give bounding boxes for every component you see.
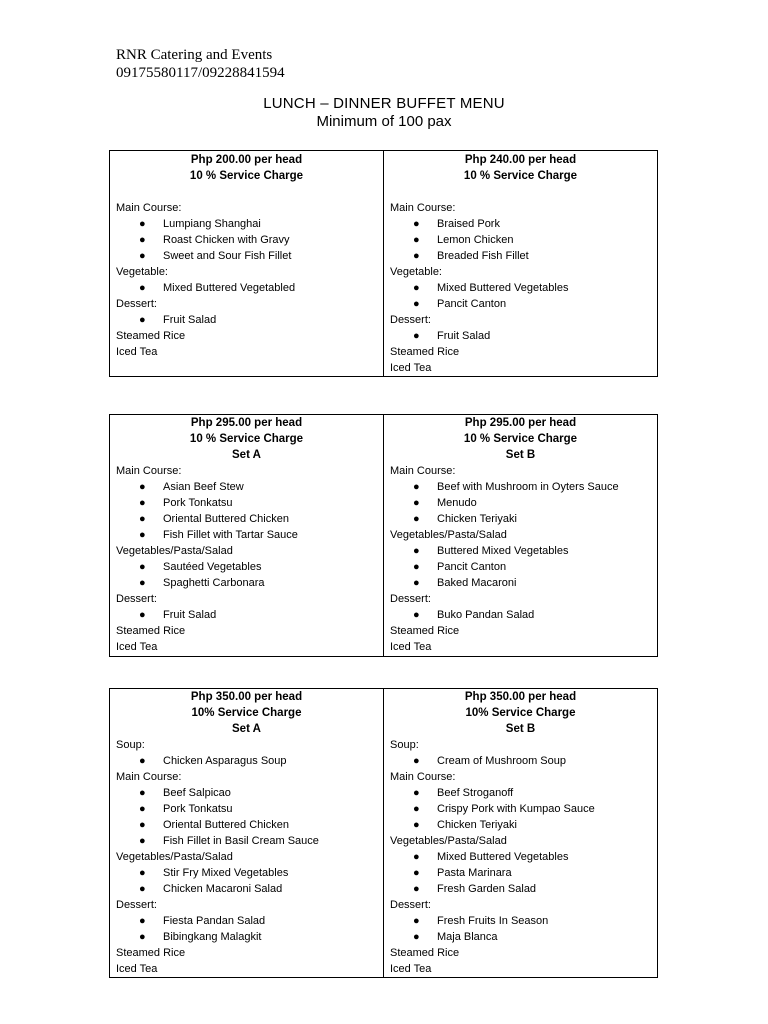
menu-item-text: Beef with Mushroom in Oyters Sauce: [437, 481, 619, 493]
menu-item: [390, 543, 651, 559]
menu-item-text: Stir Fry Mixed Vegetables: [163, 867, 289, 879]
section-label: Steamed Rice: [116, 947, 186, 959]
package-cell-left: [110, 151, 383, 376]
bullet-icon: ●: [139, 234, 146, 246]
package-header-line: 10 % Service Charge: [189, 433, 304, 445]
menu-item-text: Pasta Marinara: [437, 867, 512, 879]
menu-item: [116, 785, 377, 801]
bullet-icon: ●: [413, 250, 420, 262]
menu-item: [390, 753, 651, 769]
menu-item: [390, 575, 651, 591]
bullet-icon: ●: [413, 234, 420, 246]
menu-item-text: Cream of Mushroom Soup: [437, 755, 566, 767]
bullet-icon: ●: [413, 851, 420, 863]
spacer: [390, 184, 651, 200]
bullet-icon: ●: [413, 577, 420, 589]
menu-item: [390, 495, 651, 511]
menu-item-text: Chicken Macaroni Salad: [163, 883, 283, 895]
menu-item-text: Chicken Teriyaki: [437, 819, 517, 831]
bullet-icon: ●: [139, 819, 146, 831]
bullet-icon: ●: [139, 931, 146, 943]
bullet-icon: ●: [139, 915, 146, 927]
menu-item-text: Asian Beef Stew: [163, 481, 244, 493]
menu-item-text: Oriental Buttered Chicken: [163, 819, 289, 831]
section-label: Vegetables/Pasta/Salad: [116, 545, 233, 557]
section-label: Iced Tea: [116, 346, 158, 358]
contact-numbers: 09175580117/09228841594: [116, 65, 285, 81]
bullet-icon: ●: [413, 867, 420, 879]
menu-item: [116, 753, 377, 769]
section-label: Soup:: [116, 739, 145, 751]
menu-item: [116, 607, 377, 623]
package-header-line: Set B: [505, 723, 536, 735]
menu-item-text: Braised Pork: [437, 218, 500, 230]
menu-item: [116, 801, 377, 817]
package-header-line: Set A: [232, 449, 261, 461]
menu-item: [390, 248, 651, 264]
menu-item-text: Crispy Pork with Kumpao Sauce: [437, 803, 595, 815]
menu-item-text: Buko Pandan Salad: [437, 609, 535, 621]
menu-item: [116, 575, 377, 591]
menu-item-text: Spaghetti Carbonara: [163, 577, 265, 589]
section-label: Iced Tea: [116, 963, 158, 975]
menu-item-text: Fiesta Pandan Salad: [163, 915, 266, 927]
menu-item: [116, 495, 377, 511]
menu-item: [390, 216, 651, 232]
menu-item-text: Fresh Fruits In Season: [437, 915, 549, 927]
menu-item: [390, 785, 651, 801]
menu-item-text: Sautéed Vegetables: [163, 561, 262, 573]
menu-item: [390, 913, 651, 929]
package-header-line: Php 295.00 per head: [190, 417, 303, 429]
package-header-line: Php 240.00 per head: [464, 154, 577, 166]
menu-item: [390, 511, 651, 527]
package-header-line: Set A: [232, 723, 261, 735]
menu-item-text: Fruit Salad: [437, 330, 491, 342]
menu-item: [390, 929, 651, 945]
menu-item-text: Breaded Fish Fillet: [437, 250, 529, 262]
bullet-icon: ●: [139, 803, 146, 815]
menu-item: [390, 607, 651, 623]
menu-item: [390, 865, 651, 881]
menu-item-text: Fruit Salad: [163, 609, 217, 621]
menu-item-text: Buttered Mixed Vegetables: [437, 545, 569, 557]
section-label: Dessert:: [116, 593, 157, 605]
package-header-line: 10 % Service Charge: [463, 433, 578, 445]
section-label: Steamed Rice: [116, 330, 186, 342]
menu-item: [390, 479, 651, 495]
menu-item-text: Fish Fillet with Tartar Sauce: [163, 529, 298, 541]
bullet-icon: ●: [139, 250, 146, 262]
bullet-icon: ●: [413, 545, 420, 557]
package-cell-right: [383, 689, 657, 977]
package-header-line: Php 295.00 per head: [464, 417, 577, 429]
bullet-icon: ●: [139, 883, 146, 895]
section-label: Steamed Rice: [390, 625, 460, 637]
bullet-icon: ●: [139, 282, 146, 294]
bullet-icon: ●: [413, 609, 420, 621]
package-header-line: 10 % Service Charge: [189, 170, 304, 182]
menu-item: [116, 833, 377, 849]
menu-subtitle: Minimum of 100 pax: [316, 113, 452, 130]
menu-item: [116, 913, 377, 929]
section-label: Vegetable:: [116, 266, 168, 278]
package-cell-right: [383, 415, 657, 656]
bullet-icon: ●: [413, 330, 420, 342]
menu-item: [116, 881, 377, 897]
menu-item: [116, 312, 377, 328]
package-header-line: Php 200.00 per head: [190, 154, 303, 166]
menu-item: [116, 511, 377, 527]
section-label: Iced Tea: [390, 641, 432, 653]
bullet-icon: ●: [139, 835, 146, 847]
menu-item-text: Chicken Teriyaki: [437, 513, 517, 525]
bullet-icon: ●: [139, 867, 146, 879]
menu-item-text: Pork Tonkatsu: [163, 497, 233, 509]
section-label: Dessert:: [116, 899, 157, 911]
section-label: Vegetables/Pasta/Salad: [390, 835, 507, 847]
bullet-icon: ●: [139, 787, 146, 799]
bullet-icon: ●: [139, 755, 146, 767]
menu-item-text: Sweet and Sour Fish Fillet: [163, 250, 292, 262]
section-label: Soup:: [390, 739, 419, 751]
bullet-icon: ●: [139, 609, 146, 621]
section-label: Iced Tea: [390, 963, 432, 975]
bullet-icon: ●: [139, 577, 146, 589]
bullet-icon: ●: [139, 529, 146, 541]
section-label: Steamed Rice: [116, 625, 186, 637]
menu-item-text: Baked Macaroni: [437, 577, 517, 589]
menu-item: [390, 559, 651, 575]
menu-item: [116, 929, 377, 945]
bullet-icon: ●: [139, 218, 146, 230]
section-label: Main Course:: [116, 202, 182, 214]
menu-item-text: Lemon Chicken: [437, 234, 514, 246]
bullet-icon: ●: [413, 915, 420, 927]
menu-item-text: Menudo: [437, 497, 477, 509]
bullet-icon: ●: [413, 481, 420, 493]
menu-item-text: Oriental Buttered Chicken: [163, 513, 289, 525]
menu-item: [390, 817, 651, 833]
bullet-icon: ●: [139, 513, 146, 525]
package-header-line: 10 % Service Charge: [463, 170, 578, 182]
menu-item: [390, 801, 651, 817]
menu-item-text: Fresh Garden Salad: [437, 883, 537, 895]
menu-table-1: [109, 150, 658, 377]
bullet-icon: ●: [413, 819, 420, 831]
menu-table-2: [109, 414, 658, 657]
menu-item: [116, 865, 377, 881]
bullet-icon: ●: [413, 282, 420, 294]
bullet-icon: ●: [413, 497, 420, 509]
bullet-icon: ●: [413, 513, 420, 525]
package-cell-left: [110, 415, 383, 656]
menu-item-text: Beef Stroganoff: [437, 787, 514, 799]
section-label: Main Course:: [116, 771, 182, 783]
section-label: Steamed Rice: [390, 947, 460, 959]
section-label: Dessert:: [116, 298, 157, 310]
section-label: Main Course:: [116, 465, 182, 477]
bullet-icon: ●: [413, 298, 420, 310]
bullet-icon: ●: [413, 787, 420, 799]
bullet-icon: ●: [413, 883, 420, 895]
section-label: Steamed Rice: [390, 346, 460, 358]
menu-item: [116, 280, 377, 296]
section-label: Main Course:: [390, 771, 456, 783]
menu-item-text: Mixed Buttered Vegetabled: [163, 282, 296, 294]
menu-table-3: [109, 688, 658, 978]
section-label: Vegetable:: [390, 266, 442, 278]
menu-item: [116, 248, 377, 264]
company-name: RNR Catering and Events: [116, 47, 273, 63]
package-header-line: Set B: [505, 449, 536, 461]
menu-item: [116, 216, 377, 232]
menu-item: [116, 232, 377, 248]
section-label: Dessert:: [390, 899, 431, 911]
package-header-line: 10% Service Charge: [191, 707, 302, 719]
section-label: Iced Tea: [116, 641, 158, 653]
menu-item-text: Fish Fillet in Basil Cream Sauce: [163, 835, 319, 847]
bullet-icon: ●: [413, 931, 420, 943]
menu-item: [116, 479, 377, 495]
menu-item-text: Bibingkang Malagkit: [163, 931, 262, 943]
menu-item-text: Mixed Buttered Vegetables: [437, 282, 569, 294]
section-label: Dessert:: [390, 593, 431, 605]
bullet-icon: ●: [413, 803, 420, 815]
menu-item-text: Fruit Salad: [163, 314, 217, 326]
menu-item: [390, 849, 651, 865]
package-cell-right: [383, 151, 657, 376]
bullet-icon: ●: [413, 561, 420, 573]
section-label: Dessert:: [390, 314, 431, 326]
bullet-icon: ●: [413, 755, 420, 767]
menu-item: [390, 296, 651, 312]
menu-item-text: Lumpiang Shanghai: [163, 218, 261, 230]
menu-item: [390, 328, 651, 344]
menu-item: [390, 232, 651, 248]
menu-item: [390, 280, 651, 296]
menu-item: [116, 817, 377, 833]
section-label: Main Course:: [390, 465, 456, 477]
menu-item-text: Pork Tonkatsu: [163, 803, 233, 815]
package-cell-left: [110, 689, 383, 977]
bullet-icon: ●: [139, 481, 146, 493]
menu-item: [390, 881, 651, 897]
bullet-icon: ●: [413, 218, 420, 230]
section-label: Main Course:: [390, 202, 456, 214]
spacer: [116, 184, 377, 200]
menu-item-text: Roast Chicken with Gravy: [163, 234, 290, 246]
menu-item-text: Chicken Asparagus Soup: [163, 755, 287, 767]
menu-item-text: Mixed Buttered Vegetables: [437, 851, 569, 863]
section-label: Vegetables/Pasta/Salad: [390, 529, 507, 541]
menu-item: [116, 559, 377, 575]
section-label: Iced Tea: [390, 362, 432, 374]
menu-item-text: Pancit Canton: [437, 298, 507, 310]
menu-item-text: Beef Salpicao: [163, 787, 231, 799]
package-header-line: Php 350.00 per head: [464, 691, 577, 703]
bullet-icon: ●: [139, 561, 146, 573]
section-label: Vegetables/Pasta/Salad: [116, 851, 233, 863]
package-header-line: Php 350.00 per head: [190, 691, 303, 703]
menu-item: [116, 527, 377, 543]
menu-item-text: Maja Blanca: [437, 931, 498, 943]
menu-title: LUNCH – DINNER BUFFET MENU: [263, 95, 505, 112]
bullet-icon: ●: [139, 497, 146, 509]
bullet-icon: ●: [139, 314, 146, 326]
menu-item-text: Pancit Canton: [437, 561, 507, 573]
package-header-line: 10% Service Charge: [465, 707, 576, 719]
